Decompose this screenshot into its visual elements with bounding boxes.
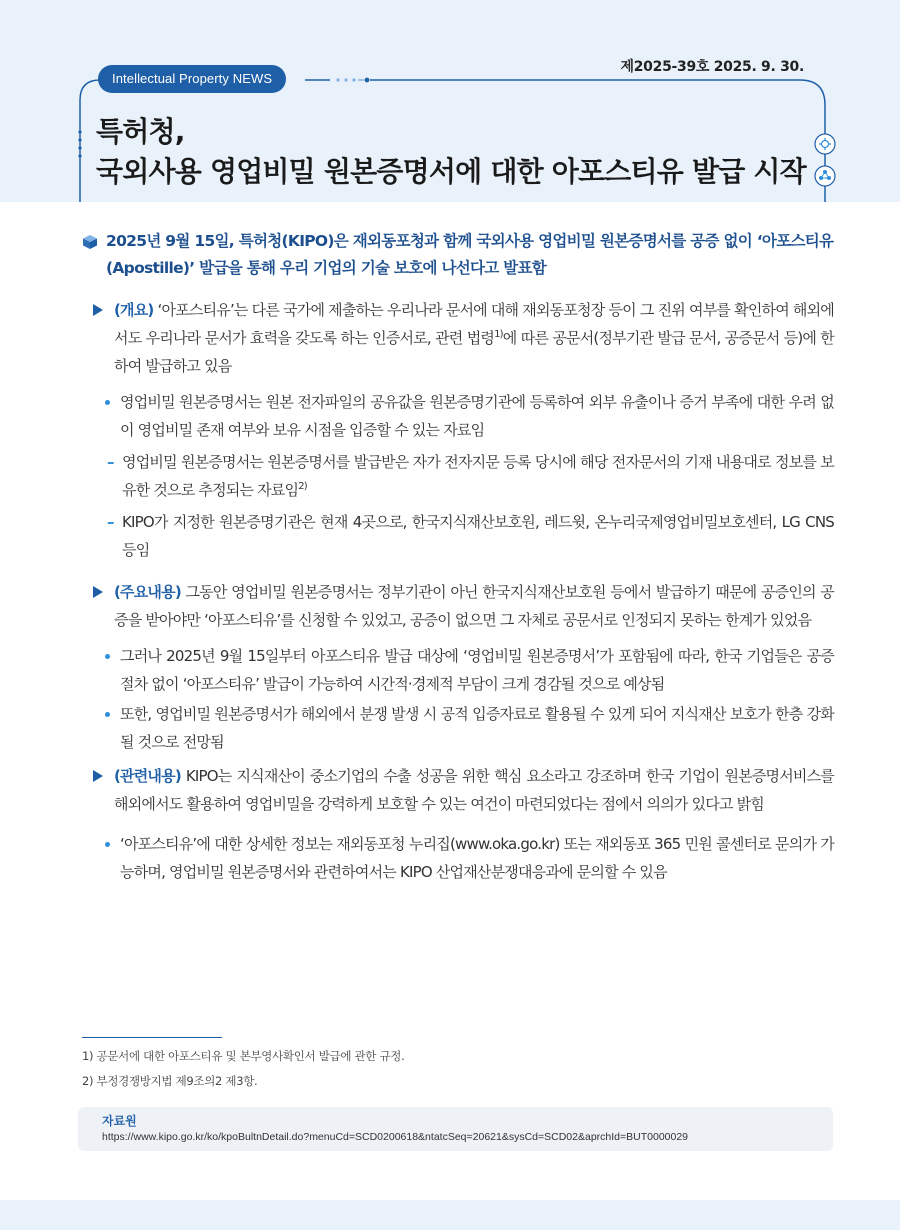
source-label: 자료원 (102, 1114, 137, 1128)
overview-text: ‘아포스티유’는 다른 국가에 제출하는 우리나라 문서에 대해 재외동포청장 등이 그 진위 여부를 확인하여 해외에서도 우리나라 문서가 효력을 갖도록 하는 인증서로, 관련 법령 (114, 301, 834, 347)
main-bullet-1-text: 그러나 2025년 9월 15일부터 아포스티유 발급 대상에 ‘영업비밀 원본증명서’가 포함됨에 따라, 한국 기업들은 공증 절차 없이 ‘아포스티유’ 발급이 가능하여 시간적·경제적 부담이 크게 경감될 것으로 예상됨 (120, 647, 834, 693)
dash-1-text: 영업비밀 원본증명서는 원본증명서를 발급받은 자가 전자지문 등록 당시에 해당 전자문서의 기재 내용대로 정보를 보유한 것으로 추정되는 자료임 (122, 453, 834, 499)
issue-number: 제2025-39호 2025. 9. 30. (620, 59, 804, 75)
main-label: (주요내용) (114, 583, 181, 601)
overview-dash-2 (82, 508, 834, 564)
footnote-ref-2: 2) (298, 481, 307, 492)
overview-text-cont: 에 따른 공문서(정부기관 발급 문서, 공증문서 등)에 한하여 발급하고 있음 (114, 329, 834, 375)
dot-bullet-icon (105, 400, 110, 405)
main-text: 그동안 영업비밀 원본증명서는 정부기관이 아닌 한국지식재산보호원 등에서 발급하기 때문에 공증인의 공증을 받아야만 ‘아포스티유’를 신청할 수 있었고, 공증이 없으면 그 자체로 공문서로 인정되지 못하는 한계가 있었음 (114, 583, 834, 629)
related-bullet-text: ‘아포스티유’에 대한 상세한 정보는 재외동포청 누리집(www.oka.go.kr) 또는 재외동포 365 민원 콜센터로 문의가 가능하며, 영업비밀 원본증명서와 관련하여서는 KIPO 산업재산분쟁대응과에 문의할 수 있음 (120, 835, 834, 881)
article-body (82, 228, 834, 886)
main-bullet-1 (82, 642, 834, 698)
overview-dash-1 (82, 448, 834, 504)
lead-text: 2025년 9월 15일, 특허청(KIPO)은 재외동포청과 함께 국외사용 영업비밀 원본증명서를 공증 없이 ‘아포스티유(Apostille)’ 발급을 통해 우리 기업의 기술 보호에 나선다고 발표함 (106, 232, 834, 277)
footnote-ref-1: 1) (494, 329, 503, 340)
dot-bullet-icon (105, 712, 110, 717)
title-line-1: 특허청, (96, 115, 185, 148)
related-label: (관련내용) (114, 767, 181, 785)
footer-band (0, 1200, 900, 1230)
related-bullet (82, 830, 834, 886)
footnote-2: 2) 부정경쟁방지법 제9조의2 제3항. (82, 1074, 258, 1088)
related-section (82, 762, 834, 818)
footnote-1: 1) 공문서에 대한 아포스티유 및 본부영사확인서 발급에 관한 규정. (82, 1049, 405, 1063)
triangle-bullet-icon (93, 586, 103, 598)
page-title (96, 112, 806, 192)
overview-label: (개요) (114, 301, 154, 319)
lead-paragraph (82, 228, 834, 282)
dash-2-text: KIPO가 지정한 원본증명기관은 현재 4곳으로, 한국지식재산보호원, 레드윗, 온누리국제영업비밀보호센터, LG CNS 등임 (122, 513, 834, 559)
main-bullet-2 (82, 700, 834, 756)
triangle-bullet-icon (93, 304, 103, 316)
overview-bullet (82, 388, 834, 444)
related-text: KIPO는 지식재산이 중소기업의 수출 성공을 위한 핵심 요소라고 강조하며 한국 기업이 원본증명서비스를 해외에서도 활용하여 영업비밀을 강력하게 보호할 수 있는 여건이 마련되었다는 점에서 의의가 있다고 밝힘 (114, 767, 834, 813)
network-circle-icon (814, 165, 836, 187)
newsletter-badge: Intellectual Property NEWS (98, 65, 286, 93)
triangle-bullet-icon (93, 770, 103, 782)
main-section (82, 578, 834, 634)
footnote-divider (82, 1037, 222, 1038)
dash-bullet-icon: – (107, 453, 114, 471)
overview-section (82, 296, 834, 380)
source-url[interactable]: https://www.kipo.go.kr/ko/kpoBultnDetail.do?menuCd=SCD0200618&ntatcSeq=20621&sysCd=SCD02&aprchId=BUT0000029 (102, 1131, 689, 1143)
dot-bullet-icon (105, 654, 110, 659)
document-cube-icon (82, 234, 98, 250)
dash-bullet-icon: – (107, 513, 114, 531)
gear-circle-icon (814, 133, 836, 155)
title-line-2: 국외사용 영업비밀 원본증명서에 대한 아포스티유 발급 시작 (96, 155, 806, 188)
dot-bullet-icon (105, 842, 110, 847)
overview-bullet-text: 영업비밀 원본증명서는 원본 전자파일의 공유값을 원본증명기관에 등록하여 외부 유출이나 증거 부족에 대한 우려 없이 영업비밀 존재 여부와 보유 시점을 입증할 수 있는 자료임 (120, 393, 834, 439)
main-bullet-2-text: 또한, 영업비밀 원본증명서가 해외에서 분쟁 발생 시 공적 입증자료로 활용될 수 있게 되어 지식재산 보호가 한층 강화될 것으로 전망됨 (120, 705, 834, 751)
source-box (78, 1107, 833, 1151)
